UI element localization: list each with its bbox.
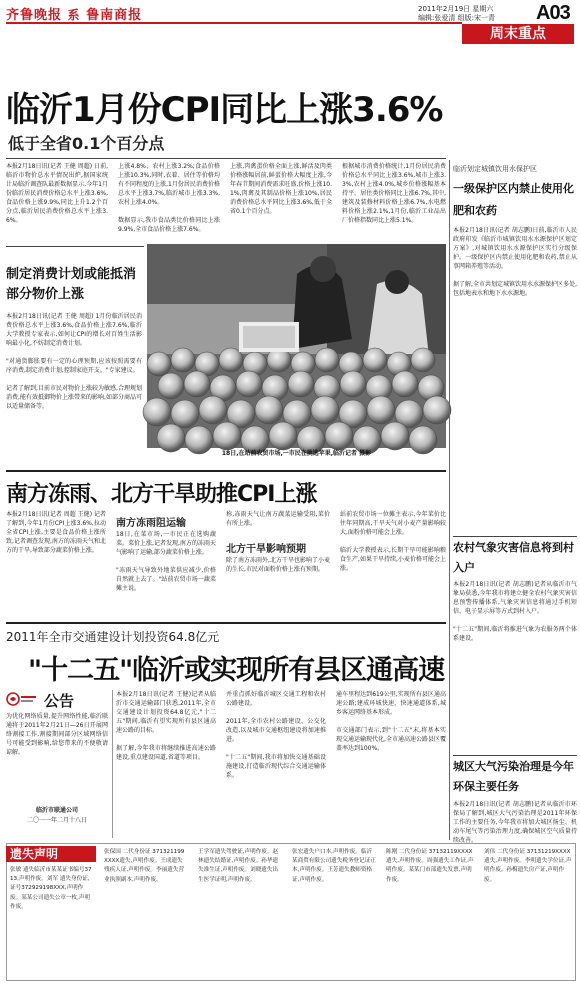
right-body-3: 本报2月18日讯(记者 胡志鹏)记者从临沂市环保局了解到,城区大气污染治理是2011年环保工作的主要任务,今年我市将加大城区扬尘、机动车尾气等污染治理力度,确保城区空气质量持续改善。 [453,801,577,844]
paper-logo: 齐鲁晚报 系 鲁南商报 [6,8,143,23]
south-col-1: 本报2月18日讯(记者 周超 王健) 记者了解到,今年1月份CPI上涨3.6%,拉动全省CPI上涨,主要是食品价格上涨所致,记者调查发现,南方的冻雨天气和北方的干旱,导致部分蔬菜价格上涨。 [6,511,106,554]
right-column-rule [449,160,450,840]
divider [6,246,144,247]
news-photo [147,244,446,448]
notice-date: 二〇一一年二月十八日 [26,817,87,824]
right-headline-1: 一级保护区内禁止使用化肥和农药 [453,182,574,217]
lead-subhead: 低于全省0.1个百分点 [8,134,165,153]
lead-col-2: 上涨4.8%、农村上涨3.2%;食品价格上涨10.3%,同时,衣着、居住等价格均有不同程度的上涨,1月份居民消费价格总水平上涨3.7%,临沂城市上涨3.3%,农村上涨4.0%。 数据显示,我市食品类比价格同比上涨9.9%,全市食品价格上涨7.6%。 [118,163,220,233]
lead-headline: 临沂1月份CPI同比上涨3.6% [6,90,443,130]
lead-col-3: 上涨,肉禽蛋价格全面上涨,鲜活及肉类价格涨幅居前,鲜蛋价格大幅度上涨,今年春节期间消费需求旺盛,价格上涨10.1%,肉禽及其制品价格上涨10%,居民消费价格总水平同比上涨3.6%,低于全省0.1个百分点。 [230,163,332,215]
traffic-headline: "十二五"临沂或实现所有县区通高速 [28,655,445,686]
date-line [418,5,495,23]
page-number: A03 [536,2,570,24]
classified-col-3: 王学军遗失驾驶证,声明作废。赵林遗失结婚证,声明作废。孙华遗失准生证,声明作废。刘晓遗失出生医学证明,声明作废。 [198,849,279,883]
classified-col-1: 张敏 遗失临沂市某某证书编号3713,声明作废。刘军 遗失身份证,证号372929198XXX,声明作废。某某公司遗失公章一枚,声明作废。 [10,867,92,910]
right-body-2: 本报2月18日讯(记者 胡志鹏)记者从临沂市气象局获悉,今年我市将建立健全农村气象灾害信息预警传播体系,气象灾害信息将通过手机短信、电子显示屏等方式到村入户。 "十二五"期间,临沂将推进气象为农服务两个体系建设。 [453,581,577,642]
divider [6,158,446,159]
south-headline: 南方冻雨、北方干旱助推CPI上涨 [6,482,317,507]
notice-title: 公告 [44,692,75,710]
classified-col-4: 张宏遗失户口本,声明作废。临沂某商贸有限公司遗失税务登记证正本,声明作废。王芳遗失教师资格证,声明作废。 [292,849,376,883]
paper-subname: 鲁南商报 [86,8,143,23]
editor-credit: 编辑:张爱清 组版:宋一青 [418,14,495,22]
divider [453,755,577,756]
photo-caption: 18日,在站前农贸市场,一市民在挑选苹果,临沂记者 摄影 [221,450,372,457]
classified-col-5: 陈刚 二代身份证 37132119XXXX 遗失,声明作废。周强遗失工作证,声明作废。某某门市部遗失发票,声明作废。 [386,849,474,883]
classified-col-6: 刘伟 二代身份证 37131219XXXX 遗失,声明作废。李明遗失学位证,声明作废。孙梅遗失房产证,声明作废。 [484,849,572,883]
apple-market-photo [147,244,446,448]
section-label: 周末重点 [462,24,574,44]
right-headline-2: 农村气象灾害信息将到村入户 [453,541,574,574]
lost-notice-banner: 遗失声明 [6,846,96,862]
paper-name: 齐鲁晚报 [6,8,63,23]
divider [6,470,446,472]
lead-col-4: 根据城市消费价格统计,1月份居民消费价格总水平同比上涨3.6%,城市上涨3.3%,农村上涨4.0%,城乡价格涨幅基本持平。居住类价格同比上涨6.7%,其中,建筑及装修材料价格上涨6.7%,水电燃料价格上涨2.1%,1月份,临沂工业品出厂价格指数同比上涨5.1%。 [342,163,446,224]
right-headline-3: 城区大气污染治理是今年环保主要任务 [453,760,574,793]
traffic-kicker: 2011年全市交通建设计划投资64.8亿元 [6,630,220,644]
classified-col-2: 张保国 二代身份证 371321199XXXX遗失,声明作废。王成遗失残疾人证,声明作废。李丽遗失营业执照副本,声明作废。 [104,849,185,883]
traffic-col-1: 本报2月18日讯(记者 王健)记者从临沂市交通运输部门获悉,2011年,全市交通建设计划投资64.8亿元,"十二五"期间,临沂有望实现所有县区通高速公路的目标。 据了解,今年我市将继续推进高速公路建设,重点建设国道,省道等项目。 [116,691,216,761]
divider [453,536,577,537]
south-col-4: 站前农贸市场一位摊主表示,今年菜价比往年同期高,干旱天气对小麦产量影响较大,面粉价格可能会上涨。 临沂大学教授表示,长期干旱可能影响粮食生产,如果干旱持续,小麦价格可能会上涨。 [340,511,446,572]
notice-signature: 临沂市联通公司 [35,807,78,814]
south-col-3: 称,冻雨天气让南方蔬菜运输受阻,菜价有所上涨。 [226,511,330,527]
lead-col-1: 本报2月18日讯(记者 王健 周超) 日前,临沂市物价总水平情况出炉,据国家统计局临沂调查队最新数据显示,今年1月份临沂居民消费价格总水平上涨3.6%,食品价格上涨9.9%,同比上升1.2个百分点,临沂居民消费价格总水平上涨3.6%。 [6,163,108,224]
notice-body: 为优化网络质量,提升网络性能,临沂联通将于2011年2月21日—26日开展网络割接工作,割接期间部分区域网络信号可能受到影响,给您带来的不便敬请谅解。 [6,713,108,756]
side-feature-body: 本报2月18日讯(记者 王健 周超) 1月份临沂居民消费价格总水平上涨3.6%,食品价格上涨7.6%,临沂大学教授专家表示,如何让CPI的增长对百姓生活影响最小化,不妨制定消费计划。 "对通货膨胀要有一定的心理预期,应该按照需要有序消费,制定消费计划,控制家庭开支。"专家建议。 记者了解到,目前市民对物价上涨较为敏感,合理规划消费,能有效抵御物价上涨带来的影响,如部分商品可以适量储备等。 [6,313,142,410]
right-kicker: 临沂划定城镇饮用水保护区 [453,165,537,173]
side-feature-headline: 制定消费计划或能抵消部分物价上涨 [6,267,137,302]
notice-box [6,690,108,835]
traffic-col-2: 并重点抓好临沂城区交通工程和农村公路建设。 2011年,全市农村公路建设、公交化改造,以及城市交通枢纽建设将加速推进。 "十二五"期间,我市将加快交通基础设施建设,打造临沂现代综合交通运输体系。 [226,691,326,779]
south-col-3b: 除了南方冻雨外,北方干旱也影响了小麦的生长,市民对面粉价格上涨有预期。 [226,557,330,573]
south-inner-head-2: 北方干旱影响预期 [226,544,306,555]
column-rule [112,690,113,838]
issue-date: 2011年2月19日 星期六 [418,5,494,13]
south-inner-head-1: 南方冻雨阻运输 [116,518,186,529]
divider [6,622,446,624]
masthead-rule [6,22,462,24]
traffic-col-3: 通车里程达到619公里,实现所有县区通高速公路;建成环城快速、快速通道体系,城乡客运网络基本形成。 市交通部门表示,到"十二五"末,将基本实现交通运输现代化,全市通高速公路县区覆盖率达到100%。 [336,691,446,752]
right-body-1: 本报2月18日讯(记者 胡志鹏)日前,临沂市人民政府印发《临沂市城镇饮用水水源保护区划定方案》,对城镇饮用水水源保护区实行分级保护。一级保护区内禁止使用化肥和农药,禁止从事网箱养殖等活动。 据了解,全市共划定城镇饮用水水源保护区多处,包括地表水和地下水水源地。 [453,227,577,297]
masthead [0,0,580,50]
china-unicom-logo [6,692,38,706]
south-col-2: 18日,在菜市场,一市民正在选购蔬菜。菜价上涨,记者发现,南方的冻雨天气影响了运输,部分蔬菜价格上涨。 "冻雨天气导致外地菜供应减少,价格自然就上去了。"站前农贸市场一蔬菜摊主说。 [116,531,216,592]
